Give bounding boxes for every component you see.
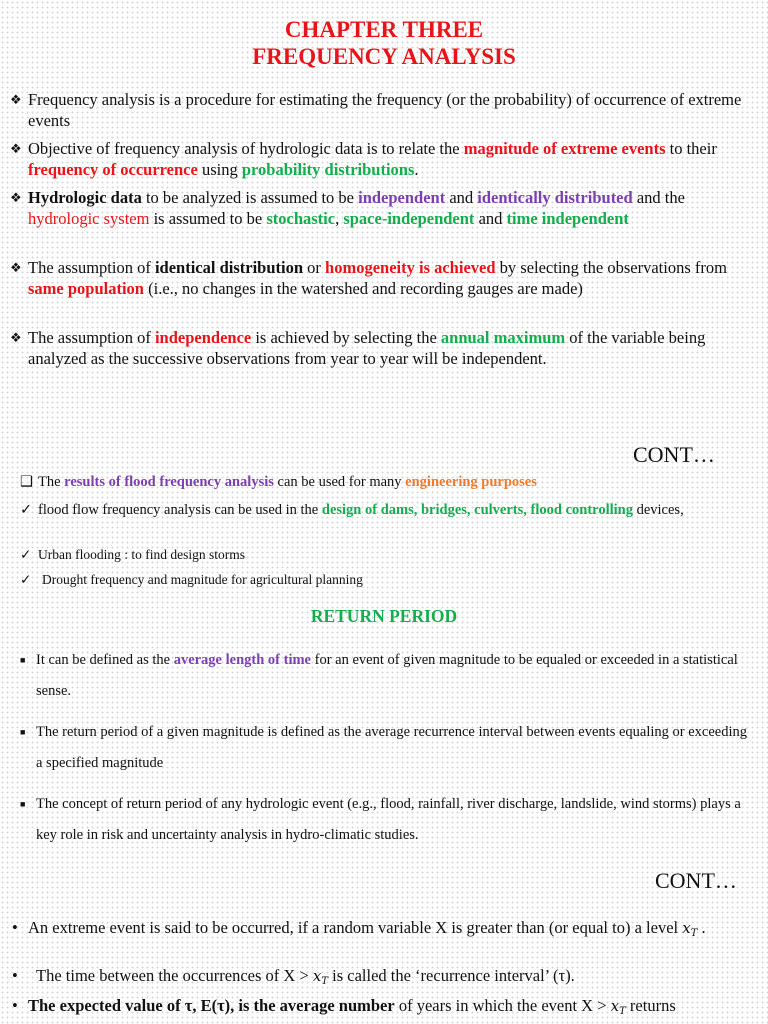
bullet-text: Hydrologic data to be analyzed is assumed to be independent and identically distributed and the hydrologic system is assumed to be stochastic, space-independent and time independent [28, 188, 685, 228]
checkmark-icon: ✓ [20, 502, 33, 518]
check-item-3 [20, 571, 740, 589]
bullet-text: Frequency analysis is a procedure for estimating the frequency (or the probability) of occurrence of extreme events [28, 90, 742, 130]
square-bullet-icon: ■ [20, 799, 26, 809]
check-text: Drought frequency and magnitude for agricultural planning [42, 572, 363, 587]
return-text: It can be defined as the average length of time for an event of given magnitude to be equaled or exceeded in a statistical sense. [36, 652, 738, 699]
dot-bullet-icon: • [12, 966, 18, 985]
diamond-bullet-icon: ❖ [10, 92, 22, 107]
return-text: The concept of return period of any hydrologic event (e.g., flood, rainfall, river discharge, landslide, wind storms) plays a key role in risk and uncertainty analysis in hydro-climatic studies. [36, 796, 741, 843]
diamond-bullet-icon: ❖ [10, 141, 22, 156]
diamond-bullet-icon: ❖ [10, 260, 22, 275]
bullet-text: The assumption of identical distribution or homogeneity is achieved by selecting the observations from same population (i.e., no changes in the watershed and recording gauges are made) [28, 258, 727, 298]
event-item-3 [12, 996, 752, 1022]
dot-bullet-icon: • [12, 996, 18, 1015]
title-line-2: FREQUENCY ANALYSIS [252, 44, 516, 69]
bullet-item-3 [10, 188, 758, 229]
square-bullet-icon: ■ [20, 655, 26, 665]
diamond-bullet-icon: ❖ [10, 330, 22, 345]
return-item-2 [20, 717, 755, 779]
lead-text: The results of flood frequency analysis can be used for many engineering purposes [38, 474, 537, 490]
return-text: The return period of a given magnitude is defined as the average recurrence interval between events equaling or exceeding a specified magnitude [36, 724, 747, 771]
title-line-1: CHAPTER THREE [284, 17, 484, 42]
check-item-2 [20, 546, 740, 564]
return-item-3 [20, 789, 755, 851]
event-item-1 [12, 918, 752, 944]
checkmark-icon: ✓ [20, 572, 32, 587]
check-item-1 [20, 501, 740, 519]
section-heading-return-period: RETURN PERIOD [310, 606, 458, 626]
bullet-item-2 [10, 139, 758, 180]
event-text: The expected value of τ, E(τ), is the average number of years in which the event $X > x_T$ returns [28, 996, 676, 1017]
bullet-item-1 [10, 90, 758, 131]
event-item-2 [12, 966, 752, 992]
bullet-text: Objective of frequency analysis of hydrologic data is to relate the magnitude of extreme events to their frequency of occurrence using probability distributions. [28, 139, 717, 179]
bullet-item-5 [10, 328, 758, 369]
square-bullet-icon: ■ [20, 727, 26, 737]
check-text: Urban flooding : to find design storms [38, 547, 245, 562]
event-text: The time between the occurrences of $X > x_T$ is called the ‘recurrence interval’ (τ). [36, 966, 575, 987]
dot-bullet-icon: • [12, 918, 18, 937]
bullet-text: The assumption of independence is achieved by selecting the annual maximum of the variable being analyzed as the successive observations from year to year will be independent. [28, 328, 706, 368]
lead-item [20, 473, 740, 491]
checkmark-icon: ✓ [20, 547, 32, 562]
bullet-item-4 [10, 258, 758, 299]
cont-label: CONT… [633, 442, 715, 467]
event-text: An extreme event is said to be occurred, if a random variable X is greater than (or equal to) a level $x_T$ . [28, 918, 706, 939]
cont-label-2: CONT… [655, 868, 737, 893]
checkbox-bullet-icon: ❑ [20, 474, 33, 490]
check-text: flood flow frequency analysis can be used in the design of dams, bridges, culverts, flood controlling devices, [38, 502, 684, 518]
page-title [0, 16, 768, 70]
return-item-1 [20, 645, 755, 707]
diamond-bullet-icon: ❖ [10, 190, 22, 205]
